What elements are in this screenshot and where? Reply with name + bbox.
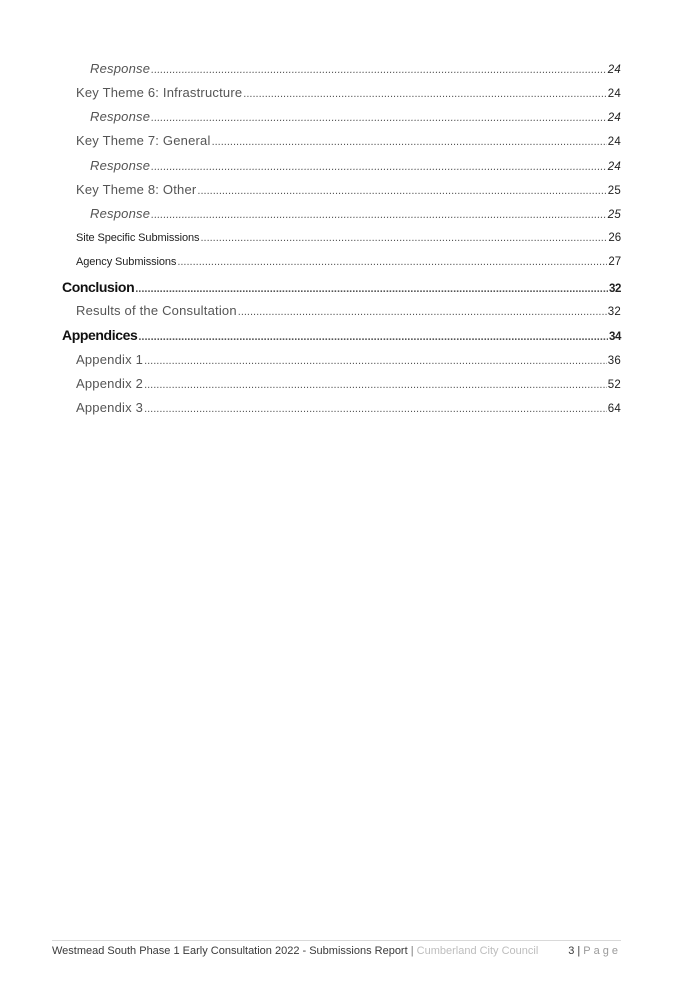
toc-entry-title: Agency Submissions xyxy=(76,256,177,268)
toc-entry-page: 32 xyxy=(609,283,621,295)
toc-entry-title: Appendix 1 xyxy=(76,352,144,367)
toc-entry[interactable] xyxy=(76,232,621,244)
toc-entry[interactable] xyxy=(90,158,621,173)
toc-leader xyxy=(177,256,607,268)
footer-report-title: Westmead South Phase 1 Early Consultation 2022 - Submissions Report xyxy=(52,945,408,957)
page-footer xyxy=(52,940,621,957)
footer-page-number: 3 xyxy=(568,945,575,957)
toc-leader xyxy=(151,64,607,76)
toc-leader xyxy=(151,112,607,124)
toc-entry[interactable] xyxy=(76,400,621,415)
toc-leader xyxy=(144,355,607,367)
toc-entry-title: Conclusion xyxy=(62,279,135,295)
toc-leader xyxy=(144,379,607,391)
toc-entry-title: Key Theme 8: Other xyxy=(76,182,197,197)
toc-leader xyxy=(238,306,607,318)
toc-entry-page: 32 xyxy=(607,306,621,318)
toc-entry[interactable] xyxy=(76,133,621,148)
footer-organisation: Cumberland City Council xyxy=(416,945,539,957)
toc-entry-title: Key Theme 6: Infrastructure xyxy=(76,85,243,100)
toc-entry-title: Response xyxy=(90,109,151,124)
toc-leader xyxy=(151,209,607,221)
toc-entry[interactable] xyxy=(76,182,621,197)
toc-entry[interactable] xyxy=(76,85,621,100)
toc-entry-title: Site Specific Submissions xyxy=(76,232,200,244)
toc-entry-page: 24 xyxy=(607,88,621,100)
toc-entry-page: 24 xyxy=(607,136,621,148)
toc-entry-title: Key Theme 7: General xyxy=(76,133,211,148)
toc-entry-page: 26 xyxy=(608,232,621,244)
toc-leader xyxy=(243,88,607,100)
toc-entry[interactable] xyxy=(76,376,621,391)
toc-leader xyxy=(212,136,607,148)
toc-entry-title: Response xyxy=(90,61,151,76)
toc-leader xyxy=(138,331,608,343)
toc-entry-page: 24 xyxy=(607,64,621,76)
toc-entry-page: 27 xyxy=(608,256,621,268)
toc-leader xyxy=(200,232,607,244)
toc-entry[interactable] xyxy=(90,206,621,221)
toc-entry-page: 64 xyxy=(607,403,621,415)
toc-entry[interactable] xyxy=(76,352,621,367)
toc-entry[interactable] xyxy=(76,256,621,268)
toc-entry-title: Response xyxy=(90,206,151,221)
toc-entry-title: Response xyxy=(90,158,151,173)
toc-entry-title: Appendix 3 xyxy=(76,400,144,415)
toc-entry-title: Appendix 2 xyxy=(76,376,144,391)
footer-separator: | xyxy=(410,945,414,957)
toc-entry-title: Appendices xyxy=(62,327,138,343)
footer-report-info xyxy=(52,945,538,957)
toc-leader xyxy=(135,283,608,295)
footer-page-separator: | xyxy=(577,945,581,957)
toc-leader xyxy=(197,185,606,197)
toc-entry-page: 34 xyxy=(609,331,621,343)
toc-entry-page: 36 xyxy=(607,355,621,367)
toc-entry-title: Results of the Consultation xyxy=(76,303,237,318)
toc-entry[interactable] xyxy=(90,109,621,124)
toc-entry-page: 25 xyxy=(607,209,621,221)
toc-entry[interactable] xyxy=(62,327,621,343)
toc-entry-page: 25 xyxy=(607,185,621,197)
footer-page-label: Page xyxy=(583,945,621,957)
toc-entry-page: 24 xyxy=(607,112,621,124)
toc-entry-page: 24 xyxy=(607,161,621,173)
toc-entry[interactable] xyxy=(90,61,621,76)
footer-page-info xyxy=(568,945,621,957)
toc-entry[interactable] xyxy=(62,279,621,295)
toc-leader xyxy=(151,161,607,173)
toc-entry-page: 52 xyxy=(607,379,621,391)
toc-entry[interactable] xyxy=(76,303,621,318)
toc-leader xyxy=(144,403,607,415)
